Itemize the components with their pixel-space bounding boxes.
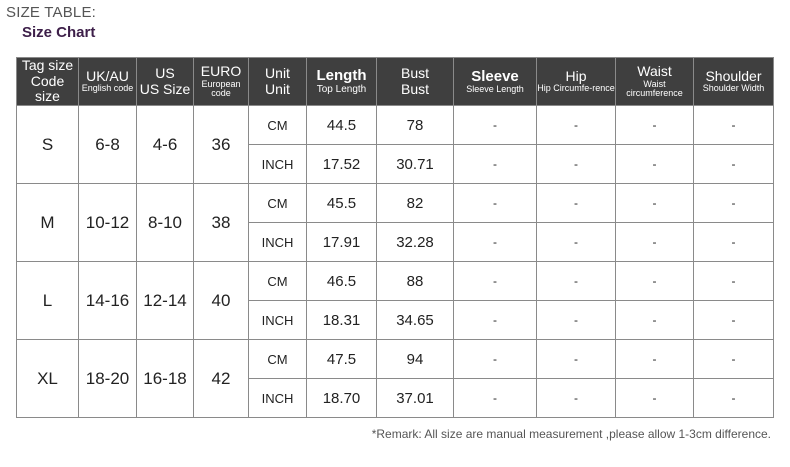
unit-cell: INCH [249,301,307,340]
sleeve-cell: - [454,223,537,262]
shoulder-cell: - [694,301,774,340]
waist-cell: - [616,184,694,223]
us-cell: 12-14 [137,262,194,340]
unit-cell: INCH [249,145,307,184]
page-heading: SIZE TABLE: [6,4,97,21]
header-us: US US Size [137,58,194,106]
waist-cell: - [616,223,694,262]
table-row-xl-cm [17,340,774,379]
bust-cell: 88 [377,262,454,301]
shoulder-cell: - [694,223,774,262]
unit-cell: INCH [249,379,307,418]
sleeve-cell: - [454,301,537,340]
table-row-l-cm [17,262,774,301]
length-cell: 45.5 [307,184,377,223]
waist-cell: - [616,106,694,145]
unit-cell: CM [249,262,307,301]
us-cell: 16-18 [137,340,194,418]
hip-cell: - [537,340,616,379]
table-header-row [17,58,774,106]
size-cell: M [17,184,79,262]
length-cell: 46.5 [307,262,377,301]
shoulder-cell: - [694,145,774,184]
bust-cell: 94 [377,340,454,379]
unit-cell: CM [249,106,307,145]
length-cell: 18.70 [307,379,377,418]
bust-cell: 34.65 [377,301,454,340]
size-cell: S [17,106,79,184]
us-cell: 8-10 [137,184,194,262]
waist-cell: - [616,145,694,184]
hip-cell: - [537,262,616,301]
hip-cell: - [537,145,616,184]
bust-cell: 82 [377,184,454,223]
unit-cell: INCH [249,223,307,262]
size-chart-title: Size Chart [22,24,96,41]
header-euro: EURO European code [194,58,249,106]
header-hip: Hip Hip Circumfe-rence [537,58,616,106]
euro-cell: 36 [194,106,249,184]
waist-cell: - [616,340,694,379]
length-cell: 17.91 [307,223,377,262]
table-row-m-cm [17,184,774,223]
size-cell: L [17,262,79,340]
euro-cell: 38 [194,184,249,262]
hip-cell: - [537,301,616,340]
unit-cell: CM [249,184,307,223]
bust-cell: 37.01 [377,379,454,418]
length-cell: 44.5 [307,106,377,145]
bust-cell: 78 [377,106,454,145]
waist-cell: - [616,379,694,418]
length-cell: 18.31 [307,301,377,340]
length-cell: 17.52 [307,145,377,184]
remark-note: *Remark: All size are manual measurement ,please allow 1-3cm difference. [371,427,771,441]
hip-cell: - [537,223,616,262]
header-length: Length Top Length [307,58,377,106]
us-cell: 4-6 [137,106,194,184]
length-cell: 47.5 [307,340,377,379]
waist-cell: - [616,262,694,301]
header-unit: Unit Unit [249,58,307,106]
size-cell: XL [17,340,79,418]
euro-cell: 40 [194,262,249,340]
size-table [16,57,774,418]
sleeve-cell: - [454,106,537,145]
header-sleeve: Sleeve Sleeve Length [454,58,537,106]
header-uk: UK/AU English code [79,58,137,106]
sleeve-cell: - [454,262,537,301]
hip-cell: - [537,106,616,145]
header-bust: Bust Bust [377,58,454,106]
header-waist: Waist Waist circumference [616,58,694,106]
header-shoulder: Shoulder Shoulder Width [694,58,774,106]
euro-cell: 42 [194,340,249,418]
unit-cell: CM [249,340,307,379]
table-row-s-cm [17,106,774,145]
bust-cell: 32.28 [377,223,454,262]
hip-cell: - [537,379,616,418]
sleeve-cell: - [454,184,537,223]
waist-cell: - [616,301,694,340]
header-tag-size: Tag size Code size [17,58,79,106]
hip-cell: - [537,184,616,223]
uk-cell: 18-20 [79,340,137,418]
uk-cell: 10-12 [79,184,137,262]
sleeve-cell: - [454,379,537,418]
shoulder-cell: - [694,106,774,145]
uk-cell: 6-8 [79,106,137,184]
sleeve-cell: - [454,340,537,379]
sleeve-cell: - [454,145,537,184]
uk-cell: 14-16 [79,262,137,340]
bust-cell: 30.71 [377,145,454,184]
shoulder-cell: - [694,340,774,379]
shoulder-cell: - [694,262,774,301]
shoulder-cell: - [694,379,774,418]
shoulder-cell: - [694,184,774,223]
